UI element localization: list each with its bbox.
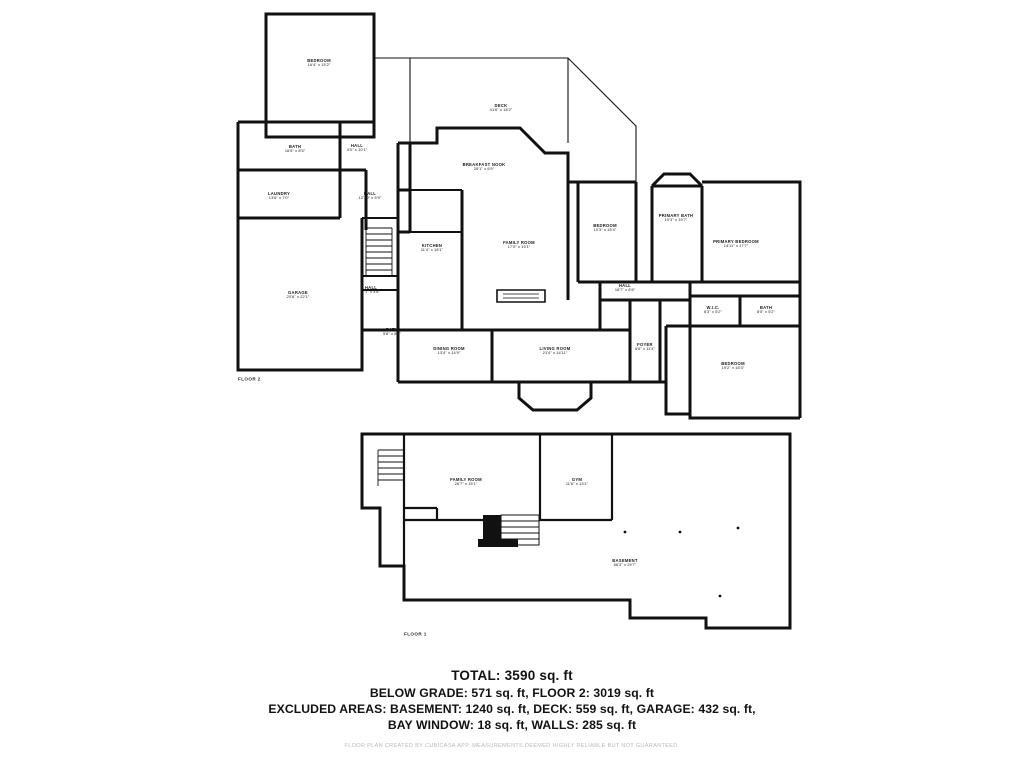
room-name: BEDROOM (721, 360, 745, 366)
room-dimensions: 7'1" x 4'8" (361, 289, 381, 295)
area-line-1: BELOW GRADE: 571 sq. ft, FLOOR 2: 3019 sq. ft (369, 686, 655, 700)
floor-tag: FLOOR 2 (238, 376, 261, 382)
area-summary (0, 668, 1024, 734)
room-name: LIVING ROOM (539, 345, 571, 351)
room-dimensions: 26'7" x 15'1" (454, 481, 478, 487)
total-area: TOTAL: 3590 sq. ft (451, 668, 573, 683)
room-dimensions: 11'4" x 18'1" (420, 247, 444, 253)
room-dimensions: 8'5" x 5'2" (756, 309, 776, 315)
room-name: W.I.C. (706, 304, 720, 310)
room-name: FOYER (637, 341, 653, 347)
room-dimensions: 10'3" x 15'4" (593, 227, 617, 233)
room-name: BATH (288, 143, 302, 149)
room-name: BATH (385, 326, 399, 332)
room-dimensions: 12'10" x 5'9" (358, 195, 382, 201)
room-name: DECK (494, 102, 508, 108)
room-name: HALL (363, 190, 377, 196)
room-dimensions: 16'4" x 15'2" (307, 62, 331, 68)
floor-tag: FLOOR 1 (404, 631, 427, 637)
room-dimensions: 4'0" x 10'1" (346, 147, 368, 153)
room-name: BATH (759, 304, 773, 310)
room-name: KITCHEN (421, 242, 443, 248)
room-name: LAUNDRY (267, 190, 291, 196)
room-dimensions: 10'3" x 15'7" (664, 217, 688, 223)
room-name: FAMILY ROOM (450, 476, 482, 482)
room-name: FAMILY ROOM (503, 239, 535, 245)
room-dimensions: 5'8" x 8'0" (382, 331, 402, 337)
room-name: BASEMENT (612, 557, 638, 563)
room-name: HALL (618, 282, 632, 288)
area-line-2: EXCLUDED AREAS: BASEMENT: 1240 sq. ft, DECK: 559 sq. ft, GARAGE: 432 sq. ft, (268, 702, 756, 716)
room-name: BREAKFAST NOOK (462, 161, 506, 167)
credit-text: FLOOR PLAN CREATED BY CUBICASA APP. MEASUREMENTS DEEMED HIGHLY RELIABLE BUT NOT GUARANTEED. (344, 743, 680, 749)
room-dimensions: 6'3" x 5'2" (703, 309, 723, 315)
room-dimensions: 18'7" x 6'6" (614, 287, 636, 293)
room-dimensions: 26'1" x 6'9" (473, 166, 495, 172)
room-dimensions: 13'4" x 14'9" (437, 350, 461, 356)
room-name: PRIMARY BEDROOM (713, 238, 759, 244)
room-dimensions: 20'6" x 22'1" (286, 294, 310, 300)
room-dimensions: 66'3" x 29'7" (613, 562, 637, 568)
room-name: DINING ROOM (433, 345, 465, 351)
room-dimensions: 14'11" x 17'7" (723, 243, 749, 249)
room-name: GYM (571, 476, 583, 482)
area-line-3: BAY WINDOW: 18 sq. ft, WALLS: 285 sq. ft (387, 718, 637, 732)
room-name: PRIMARY BATH (658, 212, 694, 218)
room-dimensions: 17'0" x 19'1" (507, 244, 531, 250)
room-dimensions: 16'5" x 8'5" (284, 148, 306, 154)
room-name: HALL (364, 284, 378, 290)
room-name: BEDROOM (593, 222, 617, 228)
room-name: HALL (350, 142, 364, 148)
room-name: BEDROOM (307, 57, 331, 63)
room-name: GARAGE (288, 289, 308, 295)
room-dimensions: 5'5" x 11'4" (634, 346, 656, 352)
room-dimensions: 41'6" x 18'2" (489, 107, 513, 113)
room-dimensions: 11'6" x 13'1" (565, 481, 589, 487)
room-dimensions: 21'4" x 14'11" (542, 350, 568, 356)
room-dimensions: 13'6" x 7'0" (268, 195, 290, 201)
room-dimensions: 19'2" x 15'3" (721, 365, 745, 371)
